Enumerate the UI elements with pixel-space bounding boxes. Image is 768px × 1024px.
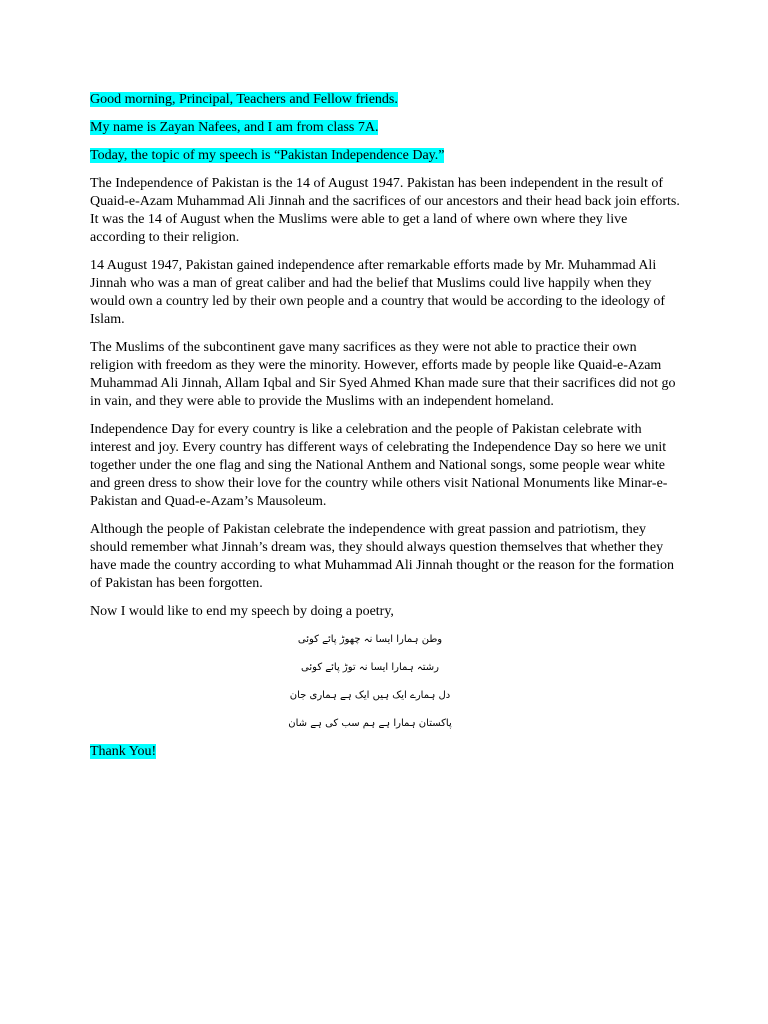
body-paragraph-3: The Muslims of the subcontinent gave many sacrifices as they were not able to practice their own religion with freedom as they were the minority. However, efforts made by people like Quaid-e-Azam Muhammad Ali Jinnah, Allam Iqbal and Sir Syed Ahmed Khan made sure that their sacrifices did not go in vain, and they were able to provide the Muslims with an independent homeland. bbox=[90, 340, 676, 409]
intro-line bbox=[90, 119, 680, 137]
topic-text: Today, the topic of my speech is “Pakistan Independence Day.” bbox=[90, 148, 445, 163]
poem-line-2: رشتہ ہمارا ایسا نہ توڑ پائے کوئی bbox=[301, 662, 439, 673]
intro-text: My name is Zayan Nafees, and I am from class 7A. bbox=[90, 120, 379, 135]
speech-document bbox=[90, 91, 680, 761]
body-paragraph-4: Independence Day for every country is like a celebration and the people of Pakistan celebrate with interest and joy. Every country has different ways of celebrating the Independence Day so here we unit together under the one flag and sing the National Anthem and National songs, some people wear white and green dress to show their love for the country while others visit National Monuments like Minar-e-Pakistan and Quad-e-Azam’s Mausoleum. bbox=[90, 422, 668, 509]
closing-text: Thank You! bbox=[90, 744, 157, 759]
closing-line bbox=[90, 743, 680, 761]
poem-line-4: پاکستان ہمارا ہے ہم سب کی ہے شان bbox=[288, 718, 452, 729]
poem-line-3: دل ہمارے ایک ہیں ایک ہے ہماری جان bbox=[289, 690, 451, 701]
body-paragraph-1: The Independence of Pakistan is the 14 of August 1947. Pakistan has been independent in the result of Quaid-e-Azam Muhammad Ali Jinnah and the sacrifices of our ancestors and their head back join efforts. It was the 14 of August when the Muslims were able to get a land of where own where they live according to their religion. bbox=[90, 176, 680, 245]
topic-line bbox=[90, 147, 680, 165]
body-paragraph-2: 14 August 1947, Pakistan gained independence after remarkable efforts made by Mr. Muhammad Ali Jinnah who was a man of great caliber and had the belief that Muslims could live happily when they would own a country led by their own people and a country that would be according to the ideology of Islam. bbox=[90, 258, 666, 327]
greeting-text: Good morning, Principal, Teachers and Fellow friends. bbox=[90, 92, 398, 107]
poetry-intro: Now I would like to end my speech by doing a poetry, bbox=[90, 604, 394, 619]
body-paragraph-5: Although the people of Pakistan celebrate the independence with great passion and patriotism, they should remember what Jinnah’s dream was, they should always question themselves that whether they have made the country according to what Muhammad Ali Jinnah thought or the reason for the formation of Pakistan has been forgotten. bbox=[90, 522, 674, 591]
greeting-line bbox=[90, 91, 680, 109]
urdu-poem bbox=[90, 631, 680, 733]
poem-line-1: وطن ہمارا ایسا نہ چھوڑ پائے کوئی bbox=[297, 634, 443, 645]
